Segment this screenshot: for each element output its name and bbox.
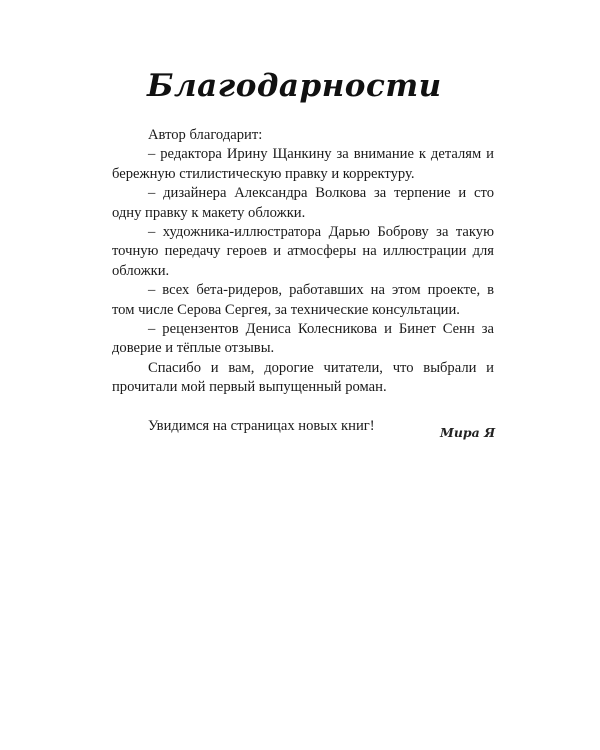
paragraph-closing: Увидимся на страницах новых книг! [148,418,375,435]
paragraph-reviewers: – рецензентов Дениса Колесникова и Бинет Сенн за доверие и тёплые отзывы. [112,321,494,357]
paragraph-designer: – дизайнера Александра Волкова за терпение и сто одну правку к макету обложки. [112,185,494,221]
page-title: Благодарности [147,68,442,104]
paragraph-illustrator: – художника-иллюстратора Дарью Боброву за такую точную передачу героев и атмосферы на иллюстрации для обложки. [112,224,494,279]
paragraph-beta-readers: – всех бета-ридеров, работавших на этом проекте, в том числе Серова Сергея, за технические консультации. [112,282,494,318]
paragraph-intro: Автор благодарит: [148,127,263,143]
paragraph-editor: – редактора Ирину Щанкину за внимание к деталям и бережную стилистическую правку и корректуру. [112,146,494,182]
author-signature: Мира Я [440,425,496,440]
blank-line [112,398,494,417]
paragraph-readers: Спасибо и вам, дорогие читатели, что выбрали и прочитали мой первый выпущенный роман. [112,359,494,396]
acknowledgements-text [112,126,494,436]
